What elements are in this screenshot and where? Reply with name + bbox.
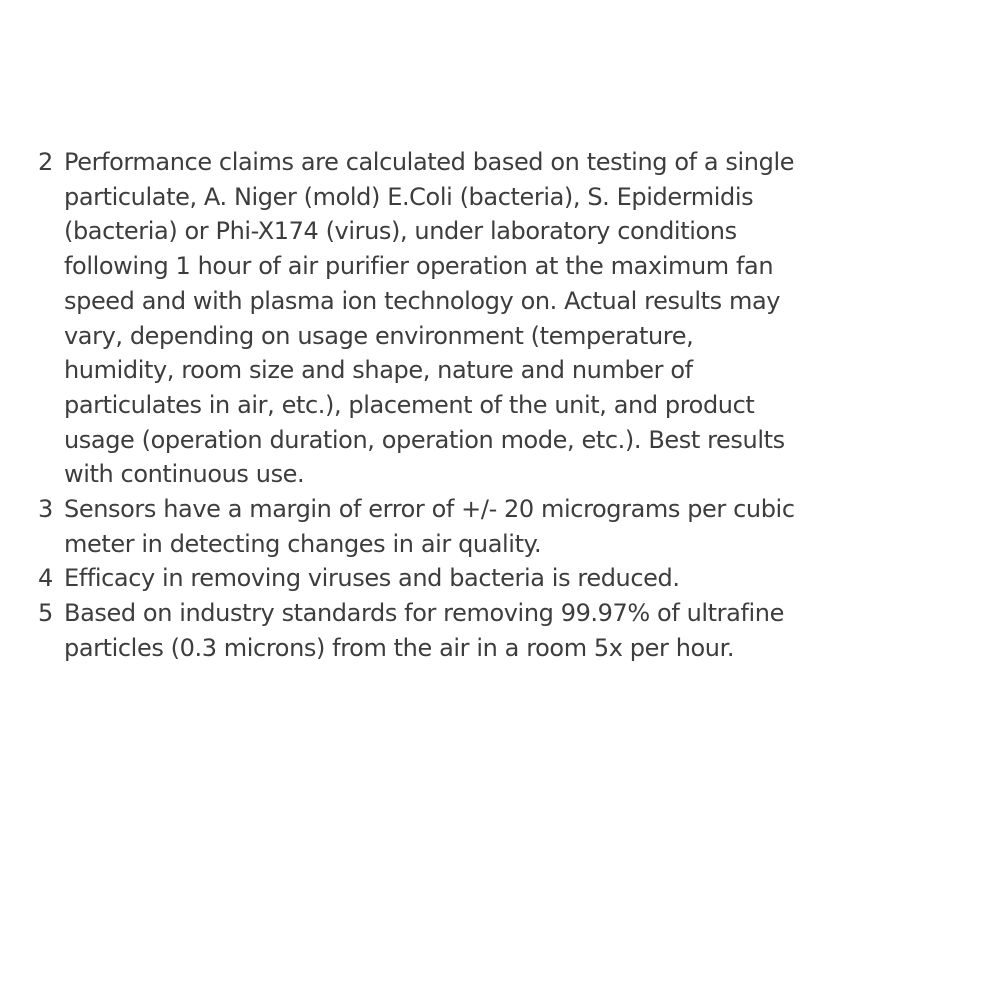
footnote-5 <box>38 596 978 665</box>
footnote-2 <box>38 145 978 492</box>
footnote-text <box>64 145 794 492</box>
footnote-line: following 1 hour of air purifier operation at the maximum fan <box>64 252 774 281</box>
footnote-number: 4 <box>38 564 53 593</box>
footnote-line: humidity, room size and shape, nature and number of <box>64 356 693 385</box>
footnote-line: usage (operation duration, operation mode, etc.). Best results <box>64 425 785 454</box>
footnote-line: Performance claims are calculated based on testing of a single <box>64 148 795 176</box>
footnote-3 <box>38 492 978 561</box>
footnote-line: particles (0.3 microns) from the air in a room 5x per hour. <box>64 633 735 662</box>
footnote-number: 2 <box>38 148 53 176</box>
footnote-number: 5 <box>38 599 53 628</box>
footnote-number: 3 <box>38 495 53 524</box>
footnote-text <box>64 561 680 596</box>
footnote-4 <box>38 561 978 596</box>
footnote-text <box>64 596 784 665</box>
footnote-line: Based on industry standards for removing 99.97% of ultrafine <box>64 599 784 628</box>
footnote-text <box>64 492 795 561</box>
footnote-line: speed and with plasma ion technology on. Actual results may <box>64 286 781 315</box>
footnote-line: vary, depending on usage environment (temperature, <box>64 321 694 350</box>
footnote-line: meter in detecting changes in air quality. <box>64 529 542 558</box>
footnote-line: Efficacy in removing viruses and bacteria is reduced. <box>64 564 680 593</box>
footnote-line: with continuous use. <box>64 460 305 489</box>
footnote-line: Sensors have a margin of error of +/- 20 micrograms per cubic <box>64 495 795 524</box>
footnote-line: particulate, A. Niger (mold) E.Coli (bacteria), S. Epidermidis <box>64 182 754 211</box>
footnote-line: particulates in air, etc.), placement of the unit, and product <box>64 390 755 419</box>
footnote-line: (bacteria) or Phi-X174 (virus), under laboratory conditions <box>64 217 737 246</box>
footnotes-list <box>38 145 978 666</box>
